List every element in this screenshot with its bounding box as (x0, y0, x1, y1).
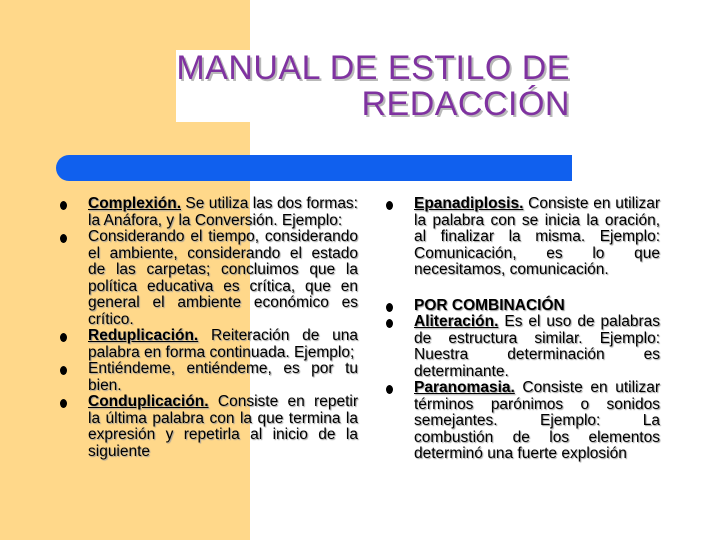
item-term: Aliteración. (414, 313, 499, 330)
section-heading: POR COMBINACIÓN (414, 296, 565, 314)
list-item (386, 298, 660, 315)
list-item (60, 361, 358, 394)
item-text: Entiéndeme, entiéndeme, es por tu bien. (88, 360, 358, 394)
list-item (386, 380, 660, 463)
item-term: Conduplicación. (88, 393, 209, 410)
item-text: Consiste en utilizar la palabra con se inicia la oración, al finalizar la misma. Ejemplo: Comunicación, es lo que necesitamos, comunicación. (414, 195, 660, 278)
bullet-icon (386, 201, 393, 210)
item-text: Reiteración de una palabra en forma continuada. Ejemplo; (88, 327, 358, 361)
right-bullet-list (386, 196, 660, 463)
list-item (386, 314, 660, 380)
item-text: Consiste en repetir la última palabra con la que termina la expresión y repetirla al inicio de la siguiente (88, 393, 358, 460)
item-term: Paranomasia. (414, 379, 515, 396)
slide-title (176, 50, 570, 122)
left-bullet-list (60, 196, 358, 460)
list-item (60, 229, 358, 328)
item-term: Epanadiplosis. (414, 195, 524, 212)
item-term: Reduplicación. (88, 327, 199, 344)
bullet-icon (60, 366, 67, 375)
slide-title-line1: MANUAL DE ESTILO DE (176, 49, 570, 87)
bullet-icon (60, 234, 67, 243)
bullet-icon (60, 333, 67, 342)
title-divider-bar (56, 155, 572, 181)
item-text: Considerando el tiempo, considerando el ambiente, considerando el estado de las carpetas; concluimos que la política educativa es crítica, que en general el ambiente económico es crítico. (88, 228, 358, 328)
list-item (60, 196, 358, 229)
item-text: Consiste en utilizar términos parónimos o sonidos semejantes. Ejemplo: La combustión de los elementos determinó una fuerte explosión (414, 379, 660, 462)
bullet-icon (60, 399, 67, 408)
right-column (386, 196, 660, 463)
bullet-icon (60, 201, 67, 210)
bullet-icon (386, 385, 393, 394)
item-text: Se utiliza las dos formas: la Anáfora, y la Conversión. Ejemplo: (88, 195, 358, 229)
list-item (60, 394, 358, 460)
left-column (60, 196, 358, 460)
slide-title-line2: REDACCIÓN (361, 85, 570, 123)
item-text: Es el uso de palabras de estructura similar. Ejemplo: Nuestra determinación es determinante. (414, 313, 660, 380)
bullet-icon (386, 319, 393, 328)
item-term: Complexión. (88, 195, 182, 212)
bullet-icon (386, 303, 393, 312)
list-item (386, 196, 660, 279)
list-item (60, 328, 358, 361)
